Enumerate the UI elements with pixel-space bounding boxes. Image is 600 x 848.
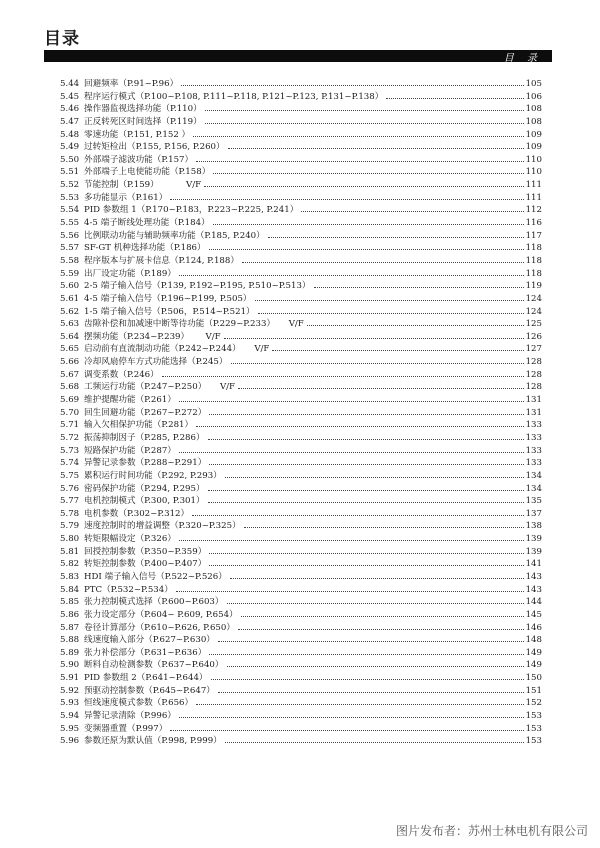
toc-entry-number: 5.93 <box>60 698 80 709</box>
toc-entry[interactable] <box>60 268 542 281</box>
toc-entry-number: 5.53 <box>60 192 80 203</box>
toc-entry[interactable] <box>60 647 542 660</box>
toc-entry[interactable] <box>60 609 542 622</box>
toc-dot-leader <box>211 678 524 680</box>
toc-entry-number: 5.94 <box>60 711 80 722</box>
toc-entry[interactable] <box>60 192 542 205</box>
toc-entry-page: 127 <box>525 344 542 355</box>
toc-entry-title: 异警记录清除（P.996） <box>84 711 176 722</box>
toc-entry[interactable] <box>60 735 542 748</box>
toc-entry-number: 5.59 <box>60 268 80 279</box>
toc-entry[interactable] <box>60 293 542 306</box>
toc-dot-leader <box>272 349 523 351</box>
toc-entry-number: 5.89 <box>60 647 80 658</box>
toc-dot-leader <box>208 501 524 503</box>
toc-entry[interactable] <box>60 558 542 571</box>
toc-entry-number: 5.77 <box>60 496 80 507</box>
toc-entry-title: HDI 端子输入信号（P.522~P.526） <box>84 571 227 582</box>
toc-entry-page: 118 <box>525 255 542 266</box>
toc-dot-leader <box>179 716 524 718</box>
toc-entry-title: 工频运行功能（P.247~P.250） V/F <box>84 382 236 393</box>
toc-entry[interactable] <box>60 343 542 356</box>
toc-dot-leader <box>227 602 524 604</box>
toc-entry[interactable] <box>60 255 542 268</box>
toc-dot-leader <box>179 539 524 541</box>
toc-entry-title: 输入欠相保护功能（P.281） <box>84 420 194 431</box>
toc-entry-page: 134 <box>525 470 542 481</box>
toc-entry-page: 110 <box>525 154 542 165</box>
toc-entry-page: 152 <box>525 698 542 709</box>
toc-dot-leader <box>301 210 523 212</box>
toc-entry-title: 转矩限幅设定（P.326） <box>84 534 176 545</box>
toc-entry-title: 卷径计算部分（P.610~P.626, P.650） <box>84 622 235 633</box>
toc-entry-page: 133 <box>525 432 542 443</box>
toc-entry[interactable] <box>60 242 542 255</box>
toc-entry-page: 146 <box>525 622 542 633</box>
toc-entry-title: 4-5 端子断线处理功能（P.184） <box>84 218 210 229</box>
toc-entry-number: 5.58 <box>60 255 80 266</box>
toc-entry[interactable] <box>60 596 542 609</box>
toc-entry-number: 5.52 <box>60 180 80 191</box>
toc-entry[interactable] <box>60 685 542 698</box>
toc-entry[interactable] <box>60 318 542 331</box>
page-title: 目录 <box>44 29 80 49</box>
toc-entry-title: 外部端子上电使能功能（P.158） <box>84 167 211 178</box>
toc-entry-title: PID 参数组 2（P.641~P.644） <box>84 673 208 684</box>
toc-entry[interactable] <box>60 672 542 685</box>
toc-entry-number: 5.75 <box>60 470 80 481</box>
toc-dot-leader <box>238 628 524 630</box>
toc-entry-number: 5.76 <box>60 483 80 494</box>
toc-dot-leader <box>225 741 524 743</box>
table-of-contents <box>60 78 542 748</box>
toc-entry-page: 149 <box>525 660 542 671</box>
toc-entry-page: 110 <box>525 167 542 178</box>
toc-entry-number: 5.67 <box>60 369 80 380</box>
toc-entry[interactable] <box>60 520 542 533</box>
toc-entry-title: 密码保护功能（P.294, P.295） <box>84 483 205 494</box>
toc-entry[interactable] <box>60 103 542 116</box>
toc-entry-number: 5.60 <box>60 281 80 292</box>
toc-entry-title: 张力设定部分（P.604~ P.609, P.654） <box>84 609 238 620</box>
toc-entry-number: 5.48 <box>60 129 80 140</box>
toc-entry-title: 调变系数（P.246） <box>84 369 159 380</box>
toc-entry-number: 5.81 <box>60 546 80 557</box>
toc-entry[interactable] <box>60 495 542 508</box>
toc-entry-number: 5.56 <box>60 230 80 241</box>
toc-dot-leader <box>255 299 524 301</box>
toc-entry-number: 5.80 <box>60 534 80 545</box>
toc-entry-page: 144 <box>525 597 542 608</box>
toc-entry-page: 151 <box>525 685 542 696</box>
toc-dot-leader <box>208 438 524 440</box>
toc-entry-page: 153 <box>525 736 542 747</box>
toc-dot-leader <box>218 640 524 642</box>
toc-entry-page: 118 <box>525 268 542 279</box>
toc-entry[interactable] <box>60 369 542 382</box>
toc-entry-title: 断料自动检测参数（P.637~P.640） <box>84 660 224 671</box>
toc-entry-number: 5.90 <box>60 660 80 671</box>
toc-entry-number: 5.55 <box>60 218 80 229</box>
toc-entry[interactable] <box>60 166 542 179</box>
toc-dot-leader <box>179 400 524 402</box>
toc-dot-leader <box>314 286 524 288</box>
toc-entry-title: 振荡抑制因子（P.285, P.286） <box>84 432 205 443</box>
toc-entry-title: 程序版本与扩展卡信息（P.124, P.188） <box>84 255 239 266</box>
toc-entry-number: 5.57 <box>60 243 80 254</box>
toc-dot-leader <box>181 84 523 86</box>
toc-dot-leader <box>228 147 524 149</box>
toc-entry[interactable] <box>60 306 542 319</box>
toc-dot-leader <box>238 387 524 389</box>
toc-entry-number: 5.68 <box>60 382 80 393</box>
toc-entry-page: 128 <box>525 382 542 393</box>
toc-entry-title: 回授控制参数（P.350~P.359） <box>84 546 207 557</box>
toc-dot-leader <box>225 476 524 478</box>
toc-entry-number: 5.49 <box>60 142 80 153</box>
toc-dot-leader <box>242 261 524 263</box>
toc-entry-title: PTC（P.532~P.534） <box>84 584 173 595</box>
toc-entry-page: 133 <box>525 420 542 431</box>
toc-entry-page: 133 <box>525 458 542 469</box>
toc-entry-page: 133 <box>525 445 542 456</box>
toc-entry-title: 启动前有直流制动功能（P.242~P.244） V/F <box>84 344 270 355</box>
toc-dot-leader <box>209 248 524 250</box>
toc-entry-title: 比例联动功能与辅助频率功能（P.185, P.240） <box>84 230 265 241</box>
toc-entry-title: 冷却风扇停车方式功能选择（P.245） <box>84 357 228 368</box>
toc-entry[interactable] <box>60 634 542 647</box>
toc-dot-leader <box>244 526 524 528</box>
toc-entry-title: 零速功能（P.151, P.152 ） <box>84 129 191 140</box>
toc-entry-page: 119 <box>525 281 542 292</box>
toc-entry[interactable] <box>60 723 542 736</box>
toc-entry[interactable] <box>60 445 542 458</box>
toc-entry-title: 回生回避功能（P.267~P.272） <box>84 407 207 418</box>
toc-entry-title: 操作器监视选择功能（P.110） <box>84 104 202 115</box>
toc-entry[interactable] <box>60 622 542 635</box>
toc-entry-title: 4-5 端子输入信号（P.196~P.199, P.505） <box>84 293 252 304</box>
toc-entry-number: 5.95 <box>60 723 80 734</box>
toc-dot-leader <box>230 577 524 579</box>
toc-entry[interactable] <box>60 381 542 394</box>
toc-entry-number: 5.50 <box>60 154 80 165</box>
toc-entry[interactable] <box>60 356 542 369</box>
toc-entry-title: 张力补偿部分（P.631~P.636） <box>84 647 207 658</box>
toc-entry[interactable] <box>60 116 542 129</box>
toc-entry[interactable] <box>60 584 542 597</box>
toc-entry-number: 5.96 <box>60 736 80 747</box>
toc-entry-number: 5.79 <box>60 521 80 532</box>
toc-dot-leader <box>196 425 523 427</box>
toc-entry-title: PID 参数组 1（P.170~P.183，P.223~P.225, P.241） <box>84 205 299 216</box>
toc-dot-leader <box>209 413 523 415</box>
toc-entry-page: 128 <box>525 357 542 368</box>
toc-entry-page: 126 <box>525 331 542 342</box>
toc-entry[interactable] <box>60 508 542 521</box>
toc-entry[interactable] <box>60 697 542 710</box>
toc-dot-leader <box>209 552 523 554</box>
toc-entry-page: 137 <box>525 508 542 519</box>
toc-entry-page: 106 <box>525 91 542 102</box>
toc-entry-title: 电机控制模式（P.300, P.301） <box>84 496 205 507</box>
toc-entry[interactable] <box>60 710 542 723</box>
toc-entry-number: 5.74 <box>60 458 80 469</box>
toc-entry-page: 124 <box>525 293 542 304</box>
toc-dot-leader <box>205 109 524 111</box>
toc-entry-page: 117 <box>525 230 542 241</box>
toc-dot-leader <box>218 691 524 693</box>
toc-entry[interactable] <box>60 154 542 167</box>
toc-entry-number: 5.65 <box>60 344 80 355</box>
toc-entry-page: 138 <box>525 521 542 532</box>
toc-entry-number: 5.85 <box>60 597 80 608</box>
toc-dot-leader <box>386 97 523 99</box>
toc-entry[interactable] <box>60 546 542 559</box>
toc-entry-number: 5.44 <box>60 79 80 89</box>
toc-entry-title: 短路保护功能（P.287） <box>84 445 176 456</box>
toc-entry-number: 5.46 <box>60 104 80 115</box>
toc-entry-page: 145 <box>525 609 542 620</box>
toc-entry-page: 148 <box>525 635 542 646</box>
toc-entry-page: 108 <box>525 116 542 127</box>
toc-entry-title: 过转矩检出（P.155, P.156, P.260） <box>84 142 225 153</box>
toc-entry[interactable] <box>60 394 542 407</box>
toc-entry-title: 速度控制时的增益调整（P.320~P.325） <box>84 521 241 532</box>
toc-entry-number: 5.62 <box>60 306 80 317</box>
toc-entry-page: 139 <box>525 546 542 557</box>
toc-dot-leader <box>208 489 524 491</box>
toc-entry-title: 齿隙补偿和加减速中断等待功能（P.229~P.233） V/F <box>84 319 304 330</box>
toc-entry-number: 5.66 <box>60 357 80 368</box>
toc-entry[interactable] <box>60 230 542 243</box>
toc-entry-page: 134 <box>525 483 542 494</box>
toc-entry-number: 5.88 <box>60 635 80 646</box>
toc-entry-page: 118 <box>525 243 542 254</box>
toc-entry-page: 143 <box>525 584 542 595</box>
toc-entry-page: 150 <box>525 673 542 684</box>
toc-dot-leader <box>231 362 524 364</box>
toc-entry[interactable] <box>60 419 542 432</box>
toc-dot-leader <box>227 665 524 667</box>
toc-entry[interactable] <box>60 91 542 104</box>
toc-entry-page: 128 <box>525 369 542 380</box>
toc-dot-leader <box>170 729 523 731</box>
toc-entry[interactable] <box>60 179 542 192</box>
toc-entry-title: 变频器重置（P.997） <box>84 723 168 734</box>
toc-entry-page: 139 <box>525 534 542 545</box>
toc-dot-leader <box>205 122 524 124</box>
toc-entry[interactable] <box>60 571 542 584</box>
toc-entry-number: 5.91 <box>60 673 80 684</box>
toc-entry-title: 电机参数（P.302~P.312） <box>84 508 190 519</box>
toc-entry[interactable] <box>60 457 542 470</box>
toc-entry-page: 116 <box>525 218 542 229</box>
toc-entry-title: 摆频功能（P.234~P.239） V/F <box>84 331 221 342</box>
toc-entry-number: 5.92 <box>60 685 80 696</box>
toc-entry-title: 正反转死区时间选择（P.119） <box>84 116 202 127</box>
toc-entry-number: 5.87 <box>60 622 80 633</box>
toc-entry-page: 131 <box>525 395 542 406</box>
toc-dot-leader <box>193 135 523 137</box>
toc-entry-number: 5.45 <box>60 91 80 102</box>
toc-entry[interactable] <box>60 78 542 91</box>
toc-dot-leader <box>204 185 523 187</box>
toc-entry[interactable] <box>60 204 542 217</box>
toc-dot-leader <box>213 223 524 225</box>
toc-dot-leader <box>213 172 523 174</box>
toc-entry[interactable] <box>60 280 542 293</box>
toc-entry-page: 109 <box>525 129 542 140</box>
toc-entry-page: 143 <box>525 571 542 582</box>
toc-dot-leader <box>209 463 523 465</box>
toc-dot-leader <box>176 590 524 592</box>
toc-entry-number: 5.54 <box>60 205 80 216</box>
toc-entry-page: 125 <box>525 319 542 330</box>
toc-entry[interactable] <box>60 470 542 483</box>
toc-entry[interactable] <box>60 533 542 546</box>
publisher-credit: 图片发布者：苏州士林电机有限公司 <box>395 824 588 838</box>
toc-entry-number: 5.73 <box>60 445 80 456</box>
toc-dot-leader <box>162 375 524 377</box>
toc-entry-page: 108 <box>525 104 542 115</box>
toc-entry-title: 维护提醒功能（P.261） <box>84 395 176 406</box>
toc-dot-leader <box>192 514 523 516</box>
toc-entry-title: SF-GT 机种选择功能（P.186） <box>84 243 206 254</box>
toc-entry[interactable] <box>60 407 542 420</box>
toc-entry-page: 105 <box>525 79 542 89</box>
toc-entry-page: 153 <box>525 711 542 722</box>
toc-entry-number: 5.78 <box>60 508 80 519</box>
toc-entry-number: 5.86 <box>60 609 80 620</box>
section-header-label: 目 录 <box>503 53 542 64</box>
toc-dot-leader <box>209 653 523 655</box>
toc-entry-number: 5.51 <box>60 167 80 178</box>
toc-entry-title: 2-5 端子输入信号（P.139, P.192~P.195, P.510~P.513） <box>84 281 311 292</box>
toc-dot-leader <box>179 274 524 276</box>
toc-entry-title: 程序运行模式（P.100~P.108, P.111~P.118, P.121~P.123, P.131~P.138） <box>84 91 384 102</box>
toc-entry-number: 5.70 <box>60 407 80 418</box>
toc-entry-title: 出厂设定功能（P.189） <box>84 268 176 279</box>
toc-entry-number: 5.64 <box>60 331 80 342</box>
toc-entry-title: 多功能显示（P.161） <box>84 192 168 203</box>
toc-entry-title: 异警记录参数（P.288~P.291） <box>84 458 207 469</box>
toc-entry-title: 1-5 端子输入信号（P.506，P.514~P.521） <box>84 306 255 317</box>
toc-entry-title: 恒线速度模式参数（P.656） <box>84 698 194 709</box>
toc-entry-title: 累积运行时间功能（P.292, P.293） <box>84 470 222 481</box>
toc-entry-page: 153 <box>525 723 542 734</box>
toc-dot-leader <box>268 236 524 238</box>
toc-entry[interactable] <box>60 483 542 496</box>
toc-entry-number: 5.69 <box>60 395 80 406</box>
section-header-bar <box>44 50 552 62</box>
toc-entry[interactable] <box>60 141 542 154</box>
toc-entry-page: 109 <box>525 142 542 153</box>
toc-entry-number: 5.83 <box>60 571 80 582</box>
toc-entry[interactable] <box>60 432 542 445</box>
toc-entry-number: 5.63 <box>60 319 80 330</box>
toc-entry-page: 111 <box>525 192 542 203</box>
toc-entry-title: 参数还原为默认值（P.998, P.999） <box>84 736 222 747</box>
toc-dot-leader <box>241 615 524 617</box>
toc-dot-leader <box>170 198 523 200</box>
toc-entry-title: 回避频率（P.91~P.96） <box>84 79 179 89</box>
toc-entry[interactable] <box>60 331 542 344</box>
toc-dot-leader <box>196 160 523 162</box>
toc-entry-title: 线速度输入部分（P.627~P.630） <box>84 635 215 646</box>
toc-dot-leader <box>209 564 523 566</box>
toc-entry[interactable] <box>60 217 542 230</box>
toc-entry-page: 141 <box>525 559 542 570</box>
toc-entry-number: 5.71 <box>60 420 80 431</box>
toc-entry-number: 5.82 <box>60 559 80 570</box>
toc-entry-number: 5.47 <box>60 116 80 127</box>
toc-dot-leader <box>258 312 524 314</box>
toc-dot-leader <box>224 337 524 339</box>
toc-entry-page: 124 <box>525 306 542 317</box>
toc-entry-title: 转矩控制参数（P.400~P.407） <box>84 559 207 570</box>
toc-entry-title: 预驱动控制参数（P.645~P.647） <box>84 685 215 696</box>
toc-entry-number: 5.61 <box>60 293 80 304</box>
toc-entry-number: 5.84 <box>60 584 80 595</box>
toc-entry-page: 112 <box>525 205 542 216</box>
toc-entry[interactable] <box>60 129 542 142</box>
toc-entry-title: 外部端子滤波功能（P.157） <box>84 154 194 165</box>
toc-entry-page: 135 <box>525 496 542 507</box>
toc-entry[interactable] <box>60 659 542 672</box>
toc-entry-title: 张力控制模式选择（P.600~P.603） <box>84 597 224 608</box>
toc-entry-page: 149 <box>525 647 542 658</box>
toc-entry-page: 131 <box>525 407 542 418</box>
toc-entry-title: 节能控制（P.159） V/F <box>84 180 202 191</box>
toc-dot-leader <box>307 324 524 326</box>
toc-dot-leader <box>196 703 523 705</box>
toc-entry-number: 5.72 <box>60 432 80 443</box>
toc-entry-page: 111 <box>525 180 542 191</box>
toc-dot-leader <box>179 451 524 453</box>
